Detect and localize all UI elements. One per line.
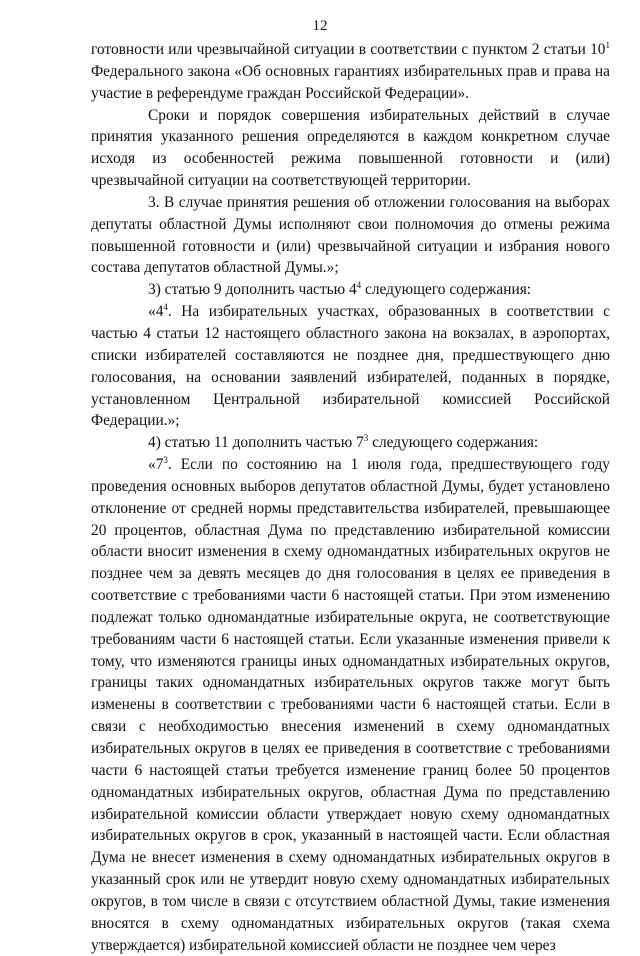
paragraph	[91, 432, 610, 454]
superscript: 3	[163, 455, 168, 466]
superscript: 4	[356, 280, 362, 291]
text-run: Федерального закона «Об основных гарантиях избирательных прав и права на участие в референдуме граждан Российской Федерации».	[91, 62, 610, 102]
page-number: 12	[312, 18, 328, 34]
paragraph	[91, 105, 610, 192]
document-body	[91, 39, 610, 956]
text-run: «7	[148, 456, 164, 474]
text-run: «4	[148, 303, 164, 321]
paragraph	[91, 454, 610, 956]
text-run: Сроки и порядок совершения избирательных действий в случае принятия указанного решения определяются в каждом конкретном случае исходя из особенностей режима повышенной готовности и (или) чрезвычайной ситуации на соответствующей территории.	[91, 106, 610, 190]
text-run: следующего содержания:	[368, 434, 539, 452]
paragraph	[91, 279, 610, 301]
superscript: 3	[363, 433, 369, 444]
paragraph	[91, 192, 610, 279]
text-run: готовности или чрезвычайной ситуации в соответствии с пунктом 2 статьи 10	[91, 41, 606, 58]
text-run: 3) статью 9 дополнить частью 4	[148, 281, 357, 299]
text-run: следующего содержания:	[361, 281, 532, 299]
text-run: 4) статью 11 дополнить частью 7	[148, 434, 364, 452]
text-run: . На избирательных участках, образованных в соответствии с частью 4 статьи 12 настоящего областного закона на вокзалах, в аэропортах, списки избирателей составляются не позднее дня, предшествующего дню голосования, на основании заявлений избирателей, поданных в порядке, установленном Центральной избирательной комиссией Российской Федерации.»;	[91, 303, 610, 430]
text-run: . Если по состоянию на 1 июля года, предшествующего году проведения основных выборов депутатов областной Думы, будет установлено отклонение от средней нормы представительства избирателей, превышающее 20 процентов, областная Дума по представлению избирательной комиссии области вносит изменения в схему одномандатных избирательных округов не позднее чем за девять месяцев до дня голосования в целях ее приведения в соответствие с требованиями части 6 настоящей статьи. При этом изменению подлежат только одномандатные избирательные округа, не соответствующие требованиям части 6 настоящей статьи. Если указанные изменения привели к тому, что изменяются границы иных одномандатных избирательных округов, границы таких одномандатных избирательных округов также могут быть изменены в соответствии с требованиями части 6 настоящей статьи. Если в связи с необходимостью внесения изменений в схему одномандатных избирательных округов в целях ее приведения в соответствие с требованиями части 6 настоящей статьи требуется изменение границ более 50 процентов одномандатных избирательных округов, областная Дума по представлению избирательной комиссии области утверждает новую схему одномандатных избирательных округов в срок, указанный в настоящей части. Если областная Дума не внесет изменения в схему одномандатных избирательных округов в указанный срок или не утвердит новую схему одномандатных избирательных округов, в том числе в связи с отсутствием областной Думы, такие изменения вносятся в схему одномандатных избирательных округов (такая схема утверждается) избирательной комиссией области не позднее чем через	[91, 456, 610, 954]
paragraph	[91, 39, 610, 105]
superscript: 1	[605, 40, 610, 50]
text-run: 3. В случае принятия решения об отложении голосования на выборах депутаты областной Думы исполняют свои полномочия до отмены режима повышенной готовности и (или) чрезвычайной ситуации и избрания нового состава депутатов областной Думы.»;	[91, 193, 610, 277]
paragraph	[91, 301, 610, 432]
superscript: 4	[163, 302, 168, 313]
